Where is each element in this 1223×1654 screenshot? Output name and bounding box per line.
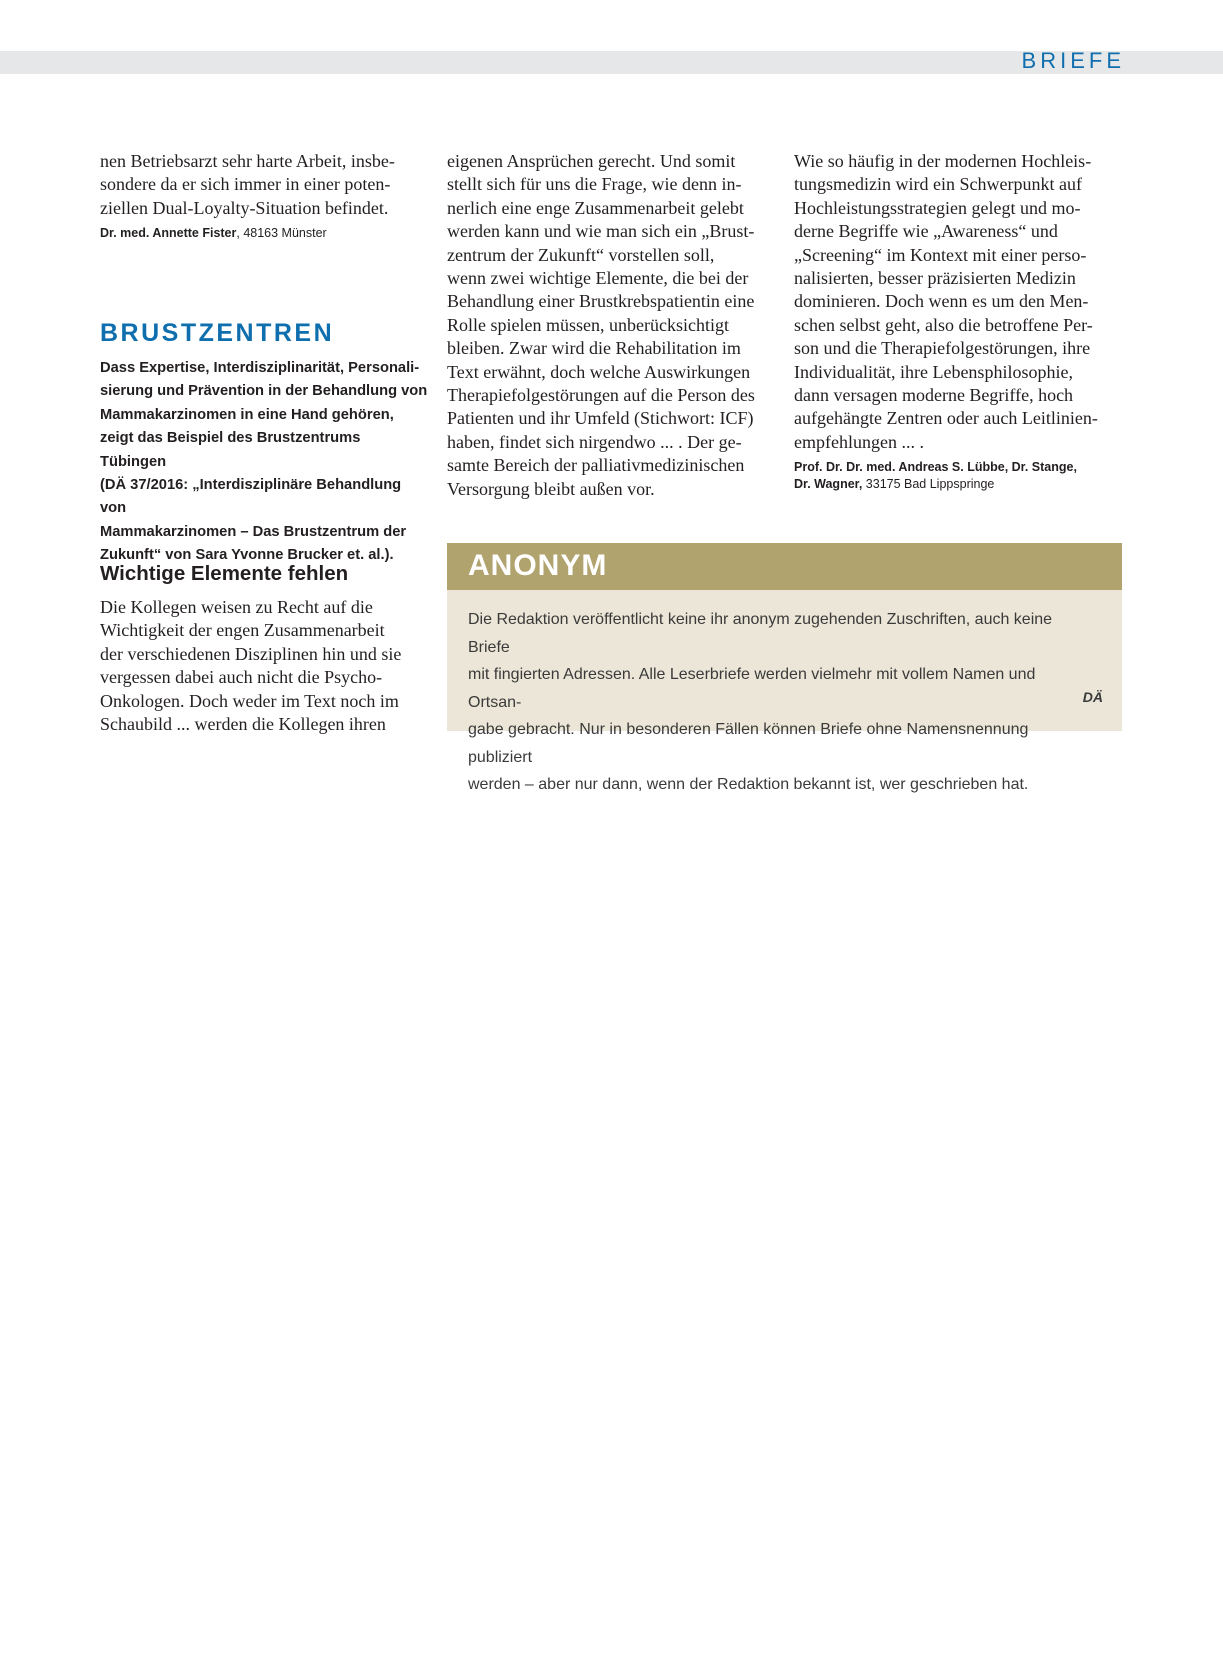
signature-name-line-2: Dr. Wagner, [794, 476, 863, 491]
letter-end-text: nen Betriebsarzt sehr harte Arbeit, insbe- sondere da er sich immer in einer poten- ziellen Dual-Loyalty-Situation befindet. [100, 151, 395, 218]
column-1 [100, 150, 425, 242]
section-label: BRIEFE [1021, 48, 1125, 73]
anonym-notice-box [447, 543, 1122, 793]
letter-signature [100, 225, 425, 242]
signature-name-line-1: Prof. Dr. Dr. med. Andreas S. Lübbe, Dr. Stange, [794, 460, 1077, 475]
anonym-signature: DÄ [1082, 689, 1103, 705]
column-2 [447, 150, 772, 501]
signature-location: , 48163 Münster [236, 226, 327, 241]
anonym-header [447, 543, 1122, 590]
rubric-title: BRUSTZENTREN [100, 319, 335, 347]
letter-signature [794, 459, 1119, 492]
letter-text-part-3: Wie so häufig in der modernen Hochleis- tungsmedizin wird ein Schwerpunkt auf Hochleistungsstrategien gelegt und mo- derne Begriffe wie „Awareness“ und „Screening“ im Kontext mit einer perso- nalisierten, besser präzisierten Medizin dominieren. Doch wenn es um den Men- schen selbst geht, also die betroffene Per- son und die Therapiefolgestörungen, ihre Individualität, ihre Lebensphilosophie, dann versagen moderne Begriffe, hoch aufgehängte Zentren oder auch Leitlinien- empfehlungen ... . [794, 151, 1098, 452]
rubric-intro: Dass Expertise, Interdisziplinarität, Personali- sierung und Prävention in der Behandlung von Mammakarzinomen in eine Hand gehören, zeigt das Beispiel des Brustzentrums Tübingen (DÄ 37/2016: „Interdisziplinäre Behandlung von Mammakarzinomen – Das Brustzentrum der Zukunft“ von Sara Yvonne Brucker et. al.). [100, 360, 428, 564]
signature-location: 33175 Bad Lippspringe [862, 476, 995, 491]
column-3 [794, 150, 1119, 492]
letter-text-part-2: eigenen Ansprüchen gerecht. Und somit stellt sich für uns die Frage, wie denn in- nerlich eine enge Zusammenarbeit gelebt werden kann und wie man sich ein „Brust- zentrum der Zukunft“ vorstellen soll, wenn zwei wichtige Elemente, die bei der Behandlung einer Brustkrebspatientin eine Rolle spielen müssen, unberücksichtigt bleiben. Zwar wird die Rehabilitation im Text erwähnt, doch welche Auswirkungen Therapiefolgestörungen auf die Person des Patienten und ihr Umfeld (Stichwort: ICF) haben, findet sich nirgendwo ... . Der ge- samte Bereich der palliativmedizinischen Versorgung bleibt außen vor. [447, 151, 755, 499]
letter-text-part-1: Die Kollegen weisen zu Recht auf die Wichtigkeit der engen Zusammenarbeit der verschiedenen Disziplinen hin und sie vergessen dabei auch nicht die Psycho- Onkologen. Doch weder im Text noch im Schaubild ... werden die Kollegen ihren [100, 597, 402, 735]
letter-headline: Wichtige Elemente fehlen [100, 562, 349, 585]
signature-name: Dr. med. Annette Fister [100, 226, 237, 241]
anonym-title: ANONYM [468, 549, 608, 582]
anonym-text: Die Redaktion veröffentlicht keine ihr anonym zugehenden Zuschriften, auch keine Briefe mit fingierten Adressen. Alle Leserbriefe werden vielmehr mit vollem Namen und Ortsan- gabe gebracht. Nur in besonderen Fällen können Briefe ohne Namensnennung publiziert werden – aber nur dann, wenn der Redaktion bekannt ist, wer geschrieben hat. [468, 611, 1053, 793]
letter-column-1 [100, 596, 425, 736]
